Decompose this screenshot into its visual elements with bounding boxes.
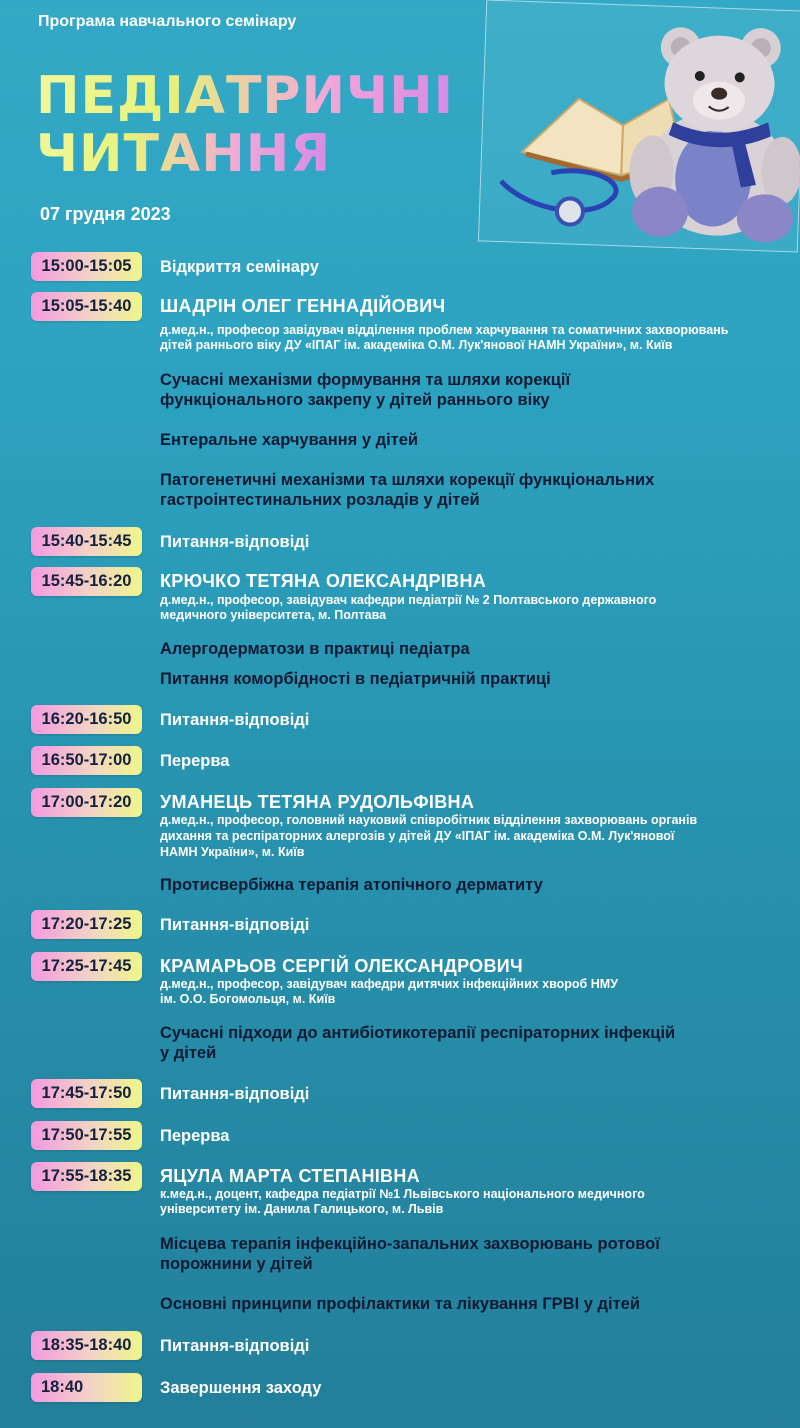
speaker-credentials-line: д.мед.н., професор, завідувач кафедри дитячих інфекційних хвороб НМУ — [160, 977, 618, 991]
speaker-name: ШАДРІН ОЛЕГ ГЕННАДІЙОВИЧ — [160, 296, 446, 316]
time-badge: 18:35-18:40 — [31, 1331, 142, 1360]
speaker-credentials-line: д.мед.н., професор, головний науковий співробітник відділення захворювань органів — [160, 813, 698, 827]
time-badge: 17:25-17:45 — [31, 952, 142, 981]
talk-topic-line: Алергодерматози в практиці педіатра — [160, 640, 470, 658]
time-badge: 17:00-17:20 — [31, 788, 142, 817]
talk-topic-line: порожнини у дітей — [160, 1255, 313, 1273]
speaker-name: КРАМАРЬОВ СЕРГІЙ ОЛЕКСАНДРОВИЧ — [160, 956, 523, 976]
talk-topic-line: Ентеральне харчування у дітей — [160, 431, 419, 449]
hero-illustration — [478, 0, 800, 253]
speaker-credentials-line: університету ім. Данила Галицького, м. Львів — [160, 1202, 444, 1216]
item-label: Питання-відповіді — [160, 1337, 310, 1355]
speaker-credentials-line: дітей раннього віку ДУ «ІПАГ ім. академіка О.М. Лук'янової НАМН України», м. Київ — [160, 338, 673, 352]
speaker-credentials-line: НАМН України», м. Київ — [160, 845, 305, 859]
item-label: Відкриття семінару — [160, 258, 319, 276]
speaker-name: УМАНЕЦЬ ТЕТЯНА РУДОЛЬФІВНА — [160, 792, 475, 812]
time-badge: 15:00-15:05 — [31, 252, 142, 281]
talk-topic-line: Сучасні механізми формування та шляхи корекції — [160, 371, 571, 389]
time-badge: 15:05-15:40 — [31, 292, 142, 321]
event-date: 07 грудня 2023 — [40, 204, 171, 224]
time-badge: 17:20-17:25 — [31, 910, 142, 939]
talk-topic-line: Патогенетичні механізми та шляхи корекції функціональних — [160, 471, 655, 489]
program-subtitle: Програма навчального семінару — [38, 13, 297, 30]
title-line-2: ЧИТАННЯ — [36, 124, 332, 184]
speaker-credentials-line: д.мед.н., професор, завідувач кафедри педіатрії № 2 Полтавського державного — [160, 593, 657, 607]
speaker-credentials-line: медичного університета, м. Полтава — [160, 608, 387, 622]
speaker-credentials-line: дихання та респіраторних алергозів у дітей ДУ «ІПАГ ім. академіка О.М. Лук'янової — [160, 829, 675, 843]
speaker-credentials-line: ім. О.О. Богомольця, м. Київ — [160, 992, 336, 1006]
talk-topic-line: функціонального закрепу у дітей раннього віку — [160, 391, 550, 409]
speaker-name: ЯЦУЛА МАРТА СТЕПАНІВНА — [160, 1166, 420, 1186]
item-label: Завершення заходу — [160, 1379, 322, 1397]
item-label: Перерва — [160, 1127, 230, 1145]
talk-topic-line: у дітей — [160, 1044, 217, 1062]
talk-topic-line: Протисвербіжна терапія атопічного дерматиту — [160, 876, 543, 894]
item-label: Питання-відповіді — [160, 916, 310, 934]
time-badge: 16:50-17:00 — [31, 746, 142, 775]
talk-topic-line: Сучасні підходи до антибіотикотерапії респіраторних інфекцій — [160, 1024, 676, 1042]
time-badge: 17:55-18:35 — [31, 1162, 142, 1191]
talk-topic-line: Основні принципи профілактики та лікування ГРВІ у дітей — [160, 1295, 640, 1313]
time-badge: 15:45-16:20 — [31, 567, 142, 596]
speaker-credentials-line: д.мед.н., професор завідувач відділення проблем харчування та соматичних захворювань — [160, 323, 729, 337]
item-label: Питання-відповіді — [160, 533, 310, 551]
title-line-1: ПЕДІАТРИЧНІ — [36, 66, 454, 126]
time-badge: 17:45-17:50 — [31, 1079, 142, 1108]
item-label: Питання-відповіді — [160, 711, 310, 729]
speaker-credentials-line: к.мед.н., доцент, кафедра педіатрії №1 Львівського національного медичного — [160, 1187, 645, 1201]
time-badge: 17:50-17:55 — [31, 1121, 142, 1150]
talk-topic-line: Питання коморбідності в педіатричній практиці — [160, 670, 551, 688]
item-label: Перерва — [160, 752, 230, 770]
speaker-name: КРЮЧКО ТЕТЯНА ОЛЕКСАНДРІВНА — [160, 571, 487, 591]
teddy-bear-icon — [479, 1, 800, 252]
talk-topic-line: гастроінтестинальних розладів у дітей — [160, 491, 480, 509]
time-badge: 15:40-15:45 — [31, 527, 142, 556]
time-badge: 16:20-16:50 — [31, 705, 142, 734]
time-badge: 18:40 — [31, 1373, 142, 1402]
talk-topic-line: Місцева терапія інфекційно-запальних захворювань ротової — [160, 1235, 660, 1253]
item-label: Питання-відповіді — [160, 1085, 310, 1103]
